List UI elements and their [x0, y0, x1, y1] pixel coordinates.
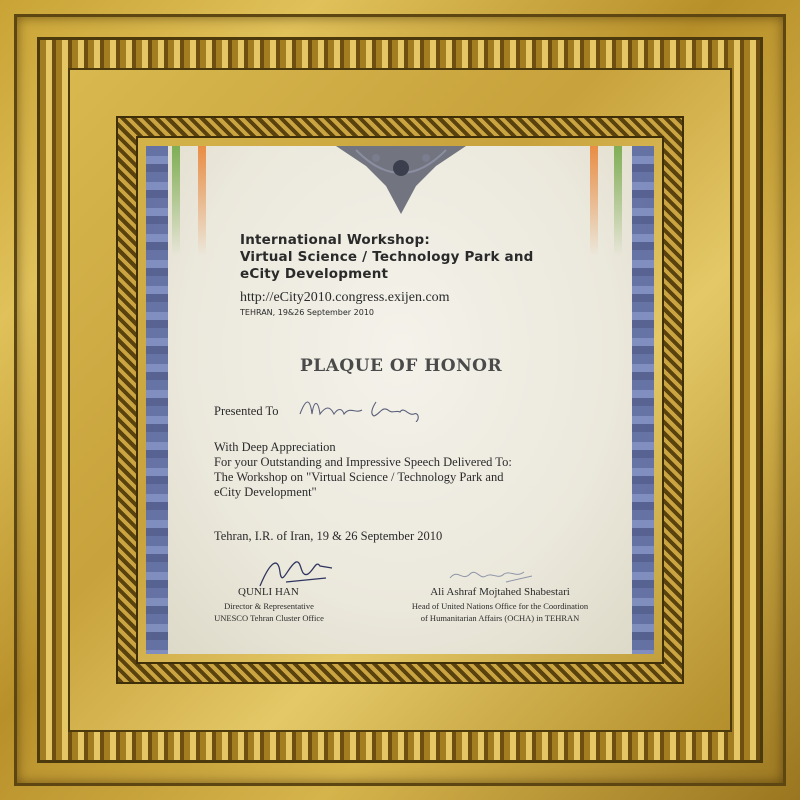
- certificate: [146, 146, 654, 654]
- signatory1-role-line2: UNESCO Tehran Cluster Office: [214, 613, 324, 623]
- signatory1-role-line1: Director & Representative: [224, 601, 314, 611]
- signatory1-name: QUNLI HAN: [238, 586, 299, 598]
- body-line2: For your Outstanding and Impressive Speech Delivered To:: [214, 455, 512, 469]
- body-line4: eCity Development": [214, 485, 317, 499]
- signatory2-role-line2: of Humanitarian Affairs (OCHA) in TEHRAN: [420, 613, 580, 623]
- heading-line2: Virtual Science / Technology Park and: [240, 249, 534, 265]
- heading-line3: eCity Development: [240, 266, 389, 282]
- signatory2-name: Ali Ashraf Mojtahed Shabestari: [430, 586, 570, 598]
- workshop-url: http://eCity2010.congress.exijen.com: [240, 290, 450, 305]
- recipient-signature: [296, 392, 426, 422]
- body-line3: The Workshop on "Virtual Science / Technology Park and: [214, 470, 504, 484]
- workshop-date: TEHRAN, 19&26 September 2010: [240, 308, 374, 317]
- heading-line1: International Workshop:: [240, 232, 430, 248]
- green-stripe-left: [172, 146, 180, 256]
- location-date: Tehran, I.R. of Iran, 19 & 26 September 2010: [214, 529, 443, 543]
- plaque-title: PLAQUE OF HONOR: [300, 356, 503, 376]
- orange-stripe-left: [198, 146, 206, 256]
- signatory2-role-line1: Head of United Nations Office for the Coordination: [411, 601, 589, 611]
- ornament-icon: [336, 146, 466, 216]
- signature-2: [446, 562, 536, 588]
- green-stripe-right: [614, 146, 622, 256]
- presented-to-label: Presented To: [214, 404, 279, 418]
- body-line1: With Deep Appreciation: [214, 440, 336, 454]
- left-border-decoration: [146, 146, 168, 654]
- orange-stripe-right: [590, 146, 598, 256]
- right-border-decoration: [632, 146, 654, 654]
